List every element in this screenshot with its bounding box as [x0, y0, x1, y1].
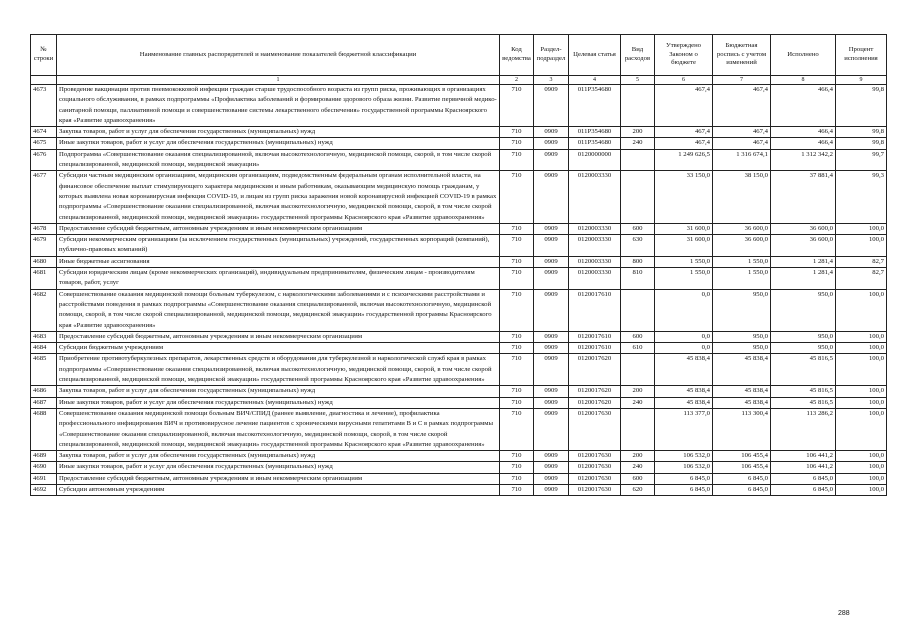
budget-sheet: [30, 34, 886, 594]
dept-code-cell: 710: [500, 343, 534, 354]
expense-type-cell: [621, 85, 655, 127]
section-cell: 0909: [534, 149, 569, 171]
table-row: [31, 484, 887, 495]
executed-cell: 6 845,0: [771, 473, 836, 484]
dept-code-cell: 710: [500, 235, 534, 257]
target-article-cell: 0120003330: [569, 223, 621, 234]
budget-schedule-cell: 113 300,4: [713, 408, 771, 450]
budget-schedule-cell: 6 845,0: [713, 484, 771, 495]
row-name-cell: Совершенствование оказания медицинской помощи больным туберкулезом, с наркологическими заболеваниями и с психическими расстройствами и расстройствами поведения в рамках подпрограммы «Совершенствование оказания специализированной, включая высокотехнологичную, медицинской помощи, скорой, в том числе скорой специализированной, медицинской помощи, медицинской эвакуации» государственной программы Красноярского края «Развитие здравоохранения»: [57, 289, 500, 331]
budget-schedule-cell: 45 838,4: [713, 386, 771, 397]
approved-cell: 467,4: [655, 85, 713, 127]
row-name-cell: Иные закупки товаров, работ и услуг для обеспечения государственных (муниципальных) нужд: [57, 397, 500, 408]
budget-schedule-cell: 950,0: [713, 343, 771, 354]
budget-schedule-cell: 1 550,0: [713, 256, 771, 267]
percent-cell: 99,7: [836, 149, 887, 171]
line-number-cell: 4679: [31, 235, 57, 257]
budget-schedule-cell: 950,0: [713, 331, 771, 342]
table-row: [31, 256, 887, 267]
line-number-cell: 4686: [31, 386, 57, 397]
executed-cell: 45 816,5: [771, 397, 836, 408]
approved-cell: 1 249 626,5: [655, 149, 713, 171]
row-name-cell: Субсидии юридическим лицам (кроме некоммерческих организаций), индивидуальным предпринимателям, физическим лицам - производителям товаров, работ, услуг: [57, 268, 500, 290]
approved-cell: 31 600,0: [655, 223, 713, 234]
approved-cell: 106 532,0: [655, 462, 713, 473]
approved-cell: 1 550,0: [655, 256, 713, 267]
table-row: [31, 354, 887, 386]
dept-code-cell: 710: [500, 331, 534, 342]
table-row: [31, 223, 887, 234]
budget-schedule-cell: 950,0: [713, 289, 771, 331]
percent-cell: 100,0: [836, 462, 887, 473]
target-article-cell: 0120017610: [569, 331, 621, 342]
table-row: [31, 149, 887, 171]
line-number-cell: 4683: [31, 331, 57, 342]
budget-schedule-cell: 36 600,0: [713, 223, 771, 234]
approved-cell: 45 838,4: [655, 397, 713, 408]
approved-cell: 6 845,0: [655, 473, 713, 484]
header-dept-code: Код ведомства: [500, 35, 534, 76]
section-cell: 0909: [534, 462, 569, 473]
executed-cell: 466,4: [771, 138, 836, 149]
column-number: 8: [771, 76, 836, 85]
budget-schedule-cell: 1 550,0: [713, 268, 771, 290]
row-name-cell: Проведение вакцинации против пневмококковой инфекции граждан старше трудоспособного возраста из групп риска, проживающих в организациях социального обслуживания, в рамках подпрограммы «Профилактика заболеваний и формирование здорового образа жизни. Развитие первичной медико-санитарной помощи, паллиативной помощи и совершенствование системы лекарственного обеспечения» государственной программы Красноярского края «Развитие здравоохранения»: [57, 85, 500, 127]
percent-cell: 100,0: [836, 484, 887, 495]
percent-cell: 100,0: [836, 408, 887, 450]
budget-schedule-cell: 467,4: [713, 138, 771, 149]
section-cell: 0909: [534, 289, 569, 331]
executed-cell: 466,4: [771, 85, 836, 127]
target-article-cell: 0120017620: [569, 386, 621, 397]
executed-cell: 37 881,4: [771, 171, 836, 223]
dept-code-cell: 710: [500, 268, 534, 290]
approved-cell: 0,0: [655, 343, 713, 354]
line-number-cell: 4690: [31, 462, 57, 473]
percent-cell: 100,0: [836, 235, 887, 257]
dept-code-cell: 710: [500, 138, 534, 149]
dept-code-cell: 710: [500, 127, 534, 138]
percent-cell: 99,8: [836, 85, 887, 127]
target-article-cell: 0120017620: [569, 397, 621, 408]
header-row: [31, 35, 887, 76]
section-cell: 0909: [534, 343, 569, 354]
row-name-cell: Предоставление субсидий бюджетным, автономным учреждениям и иным некоммерческим организациям: [57, 331, 500, 342]
approved-cell: 467,4: [655, 127, 713, 138]
section-cell: 0909: [534, 451, 569, 462]
expense-type-cell: 630: [621, 235, 655, 257]
percent-cell: 99,3: [836, 171, 887, 223]
percent-cell: 100,0: [836, 223, 887, 234]
executed-cell: 36 600,0: [771, 223, 836, 234]
row-name-cell: Иные закупки товаров, работ и услуг для обеспечения государственных (муниципальных) нужд: [57, 138, 500, 149]
dept-code-cell: 710: [500, 149, 534, 171]
table-row: [31, 138, 887, 149]
column-number-row: [31, 76, 887, 85]
table-row: [31, 451, 887, 462]
target-article-cell: 0120017620: [569, 354, 621, 386]
percent-cell: 99,8: [836, 127, 887, 138]
target-article-cell: 0120017630: [569, 473, 621, 484]
dept-code-cell: 710: [500, 85, 534, 127]
section-cell: 0909: [534, 397, 569, 408]
dept-code-cell: 710: [500, 484, 534, 495]
executed-cell: 950,0: [771, 289, 836, 331]
approved-cell: 33 150,0: [655, 171, 713, 223]
line-number-cell: 4692: [31, 484, 57, 495]
budget-schedule-cell: 106 455,4: [713, 451, 771, 462]
expense-type-cell: 620: [621, 484, 655, 495]
row-name-cell: Субсидии некоммерческим организациям (за исключением государственных (муниципальных) учреждений, государственных корпораций (компаний), публично-правовых компаний): [57, 235, 500, 257]
target-article-cell: 0120017630: [569, 462, 621, 473]
executed-cell: 950,0: [771, 331, 836, 342]
section-cell: 0909: [534, 223, 569, 234]
dept-code-cell: 710: [500, 171, 534, 223]
executed-cell: 106 441,2: [771, 451, 836, 462]
budget-schedule-cell: 38 150,0: [713, 171, 771, 223]
section-cell: 0909: [534, 256, 569, 267]
table-row: [31, 289, 887, 331]
expense-type-cell: 600: [621, 223, 655, 234]
budget-schedule-cell: 45 838,4: [713, 397, 771, 408]
target-article-cell: 0120003330: [569, 256, 621, 267]
dept-code-cell: 710: [500, 256, 534, 267]
target-article-cell: 0120000000: [569, 149, 621, 171]
target-article-cell: 011P354680: [569, 127, 621, 138]
dept-code-cell: 710: [500, 386, 534, 397]
row-name-cell: Предоставление субсидий бюджетным, автономным учреждениям и иным некоммерческим организациям: [57, 223, 500, 234]
line-number-cell: 4688: [31, 408, 57, 450]
executed-cell: 45 816,5: [771, 354, 836, 386]
row-name-cell: Иные бюджетные ассигнования: [57, 256, 500, 267]
line-number-cell: 4685: [31, 354, 57, 386]
percent-cell: 100,0: [836, 386, 887, 397]
target-article-cell: 0120017630: [569, 408, 621, 450]
percent-cell: 99,8: [836, 138, 887, 149]
section-cell: 0909: [534, 354, 569, 386]
target-article-cell: 0120017630: [569, 451, 621, 462]
dept-code-cell: 710: [500, 289, 534, 331]
section-cell: 0909: [534, 127, 569, 138]
line-number-cell: 4675: [31, 138, 57, 149]
approved-cell: 106 532,0: [655, 451, 713, 462]
row-name-cell: Иные закупки товаров, работ и услуг для обеспечения государственных (муниципальных) нужд: [57, 462, 500, 473]
expense-type-cell: 240: [621, 138, 655, 149]
row-name-cell: Закупка товаров, работ и услуг для обеспечения государственных (муниципальных) нужд: [57, 451, 500, 462]
header-percent: Процент исполнения: [836, 35, 887, 76]
target-article-cell: 0120017630: [569, 484, 621, 495]
executed-cell: 45 816,5: [771, 386, 836, 397]
table-row: [31, 268, 887, 290]
approved-cell: 113 377,0: [655, 408, 713, 450]
section-cell: 0909: [534, 408, 569, 450]
budget-schedule-cell: 106 455,4: [713, 462, 771, 473]
approved-cell: 0,0: [655, 289, 713, 331]
percent-cell: 82,7: [836, 256, 887, 267]
section-cell: 0909: [534, 235, 569, 257]
budget-schedule-cell: 45 838,4: [713, 354, 771, 386]
percent-cell: 100,0: [836, 397, 887, 408]
table-row: [31, 343, 887, 354]
section-cell: 0909: [534, 473, 569, 484]
line-number-cell: 4680: [31, 256, 57, 267]
line-number-cell: 4673: [31, 85, 57, 127]
column-number: 5: [621, 76, 655, 85]
line-number-cell: 4674: [31, 127, 57, 138]
row-name-cell: Закупка товаров, работ и услуг для обеспечения государственных (муниципальных) нужд: [57, 127, 500, 138]
target-article-cell: 011P354680: [569, 138, 621, 149]
table-row: [31, 408, 887, 450]
executed-cell: 950,0: [771, 343, 836, 354]
table-row: [31, 235, 887, 257]
expense-type-cell: [621, 354, 655, 386]
approved-cell: 0,0: [655, 331, 713, 342]
table-row: [31, 397, 887, 408]
column-number: 9: [836, 76, 887, 85]
table-row: [31, 386, 887, 397]
expense-type-cell: [621, 408, 655, 450]
row-name-cell: Совершенствование оказания медицинской помощи больным ВИЧ/СПИД (раннее выявление, диагностика и лечение), профилактика профессионального инфицирования ВИЧ и противовирусное лечение пациентов с хроническими вирусными гепатитами В и С в рамках подпрограммы «Совершенствование оказания специализированной, включая высокотехнологичную, медицинской помощи, скорой, в том числе скорой специализированной, медицинской помощи, медицинской эвакуации» государственной программы Красноярского края «Развитие здравоохранения»: [57, 408, 500, 450]
approved-cell: 467,4: [655, 138, 713, 149]
percent-cell: 100,0: [836, 331, 887, 342]
executed-cell: 36 600,0: [771, 235, 836, 257]
expense-type-cell: 200: [621, 451, 655, 462]
executed-cell: 1 312 342,2: [771, 149, 836, 171]
expense-type-cell: 200: [621, 386, 655, 397]
row-name-cell: Субсидии частным медицинским организациям, медицинским организациям, подведомственным федеральным органам исполнительной власти, на финансовое обеспечение выплат стимулирующего характера медицинским и иным работникам, оказывающим медицинскую помощь гражданам, у которых выявлена новая коронавирусная инфекция COVID-19, и лицам из групп риска заражения новой коронавирусной инфекцией COVID-19 в рамках подпрограммы «Совершенствование оказания специализированной, включая высокотехнологичную, медицинской помощи, скорой, в том числе скорой специализированной, медицинской помощи, медицинской эвакуации» государственной программы Красноярского края «Развитие здравоохранения»: [57, 171, 500, 223]
approved-cell: 1 550,0: [655, 268, 713, 290]
header-line-no: № строки: [31, 35, 57, 76]
budget-schedule-cell: 6 845,0: [713, 473, 771, 484]
line-number-cell: 4682: [31, 289, 57, 331]
dept-code-cell: 710: [500, 473, 534, 484]
executed-cell: 1 281,4: [771, 268, 836, 290]
expense-type-cell: [621, 171, 655, 223]
row-name-cell: Подпрограмма «Совершенствование оказания специализированной, включая высокотехнологичную, медицинской помощи, скорой, в том числе скорой специализированной, медицинской помощи, медицинской эвакуации»: [57, 149, 500, 171]
executed-cell: 106 441,2: [771, 462, 836, 473]
header-approved: Утверждено Законом о бюджете: [655, 35, 713, 76]
table-row: [31, 171, 887, 223]
dept-code-cell: 710: [500, 354, 534, 386]
expense-type-cell: 810: [621, 268, 655, 290]
expense-type-cell: 800: [621, 256, 655, 267]
budget-schedule-cell: 1 316 674,1: [713, 149, 771, 171]
column-number: 2: [500, 76, 534, 85]
dept-code-cell: 710: [500, 451, 534, 462]
table-row: [31, 127, 887, 138]
header-budget-schedule: Бюджетная роспись с учетом изменений: [713, 35, 771, 76]
line-number-cell: 4677: [31, 171, 57, 223]
percent-cell: 100,0: [836, 289, 887, 331]
percent-cell: 100,0: [836, 343, 887, 354]
expense-type-cell: [621, 289, 655, 331]
row-name-cell: Закупка товаров, работ и услуг для обеспечения государственных (муниципальных) нужд: [57, 386, 500, 397]
target-article-cell: 0120017610: [569, 343, 621, 354]
target-article-cell: 0120003330: [569, 268, 621, 290]
row-name-cell: Предоставление субсидий бюджетным, автономным учреждениям и иным некоммерческим организациям: [57, 473, 500, 484]
line-number-cell: 4684: [31, 343, 57, 354]
approved-cell: 45 838,4: [655, 354, 713, 386]
budget-schedule-cell: 36 600,0: [713, 235, 771, 257]
target-article-cell: 0120003330: [569, 171, 621, 223]
percent-cell: 100,0: [836, 451, 887, 462]
target-article-cell: 0120003330: [569, 235, 621, 257]
executed-cell: 1 281,4: [771, 256, 836, 267]
section-cell: 0909: [534, 386, 569, 397]
percent-cell: 100,0: [836, 354, 887, 386]
approved-cell: 6 845,0: [655, 484, 713, 495]
percent-cell: 100,0: [836, 473, 887, 484]
expense-type-cell: 240: [621, 462, 655, 473]
header-exp-type: Вид расходов: [621, 35, 655, 76]
expense-type-cell: 600: [621, 331, 655, 342]
section-cell: 0909: [534, 171, 569, 223]
target-article-cell: 011P354680: [569, 85, 621, 127]
section-cell: 0909: [534, 268, 569, 290]
approved-cell: 45 838,4: [655, 386, 713, 397]
approved-cell: 31 600,0: [655, 235, 713, 257]
executed-cell: 113 286,2: [771, 408, 836, 450]
percent-cell: 82,7: [836, 268, 887, 290]
column-number: 1: [57, 76, 500, 85]
line-number-cell: 4681: [31, 268, 57, 290]
section-cell: 0909: [534, 331, 569, 342]
dept-code-cell: 710: [500, 397, 534, 408]
expense-type-cell: [621, 149, 655, 171]
line-number-cell: 4676: [31, 149, 57, 171]
expense-type-cell: 200: [621, 127, 655, 138]
header-executed: Исполнено: [771, 35, 836, 76]
target-article-cell: 0120017610: [569, 289, 621, 331]
column-number: 7: [713, 76, 771, 85]
header-name: Наименование главных распорядителей и наименование показателей бюджетной классификации: [57, 35, 500, 76]
table-row: [31, 473, 887, 484]
budget-table: [30, 34, 887, 496]
executed-cell: 466,4: [771, 127, 836, 138]
line-number-cell: 4689: [31, 451, 57, 462]
table-row: [31, 331, 887, 342]
line-number-cell: 4678: [31, 223, 57, 234]
expense-type-cell: 600: [621, 473, 655, 484]
expense-type-cell: 240: [621, 397, 655, 408]
dept-code-cell: 710: [500, 223, 534, 234]
header-target: Целевая статья: [569, 35, 621, 76]
dept-code-cell: 710: [500, 408, 534, 450]
line-number-cell: 4687: [31, 397, 57, 408]
column-number: [31, 76, 57, 85]
row-name-cell: Субсидии автономным учреждениям: [57, 484, 500, 495]
budget-schedule-cell: 467,4: [713, 127, 771, 138]
table-row: [31, 85, 887, 127]
column-number: 4: [569, 76, 621, 85]
section-cell: 0909: [534, 138, 569, 149]
expense-type-cell: 610: [621, 343, 655, 354]
section-cell: 0909: [534, 85, 569, 127]
header-section: Раздел-подраздел: [534, 35, 569, 76]
table-row: [31, 462, 887, 473]
row-name-cell: Приобретение противотуберкулезных препаратов, лекарственных средств и оборудования для туберкулезной и наркологической служб края в рамках подпрограммы «Совершенствование оказания специализированной, включая высокотехнологичную, медицинской помощи, скорой, в том числе скорой специализированной, медицинской помощи, медицинской эвакуации» государственной программы Красноярского края «Развитие здравоохранения»: [57, 354, 500, 386]
section-cell: 0909: [534, 484, 569, 495]
column-number: 6: [655, 76, 713, 85]
page-number: 288: [838, 610, 850, 617]
row-name-cell: Субсидии бюджетным учреждениям: [57, 343, 500, 354]
dept-code-cell: 710: [500, 462, 534, 473]
column-number: 3: [534, 76, 569, 85]
executed-cell: 6 845,0: [771, 484, 836, 495]
budget-schedule-cell: 467,4: [713, 85, 771, 127]
line-number-cell: 4691: [31, 473, 57, 484]
